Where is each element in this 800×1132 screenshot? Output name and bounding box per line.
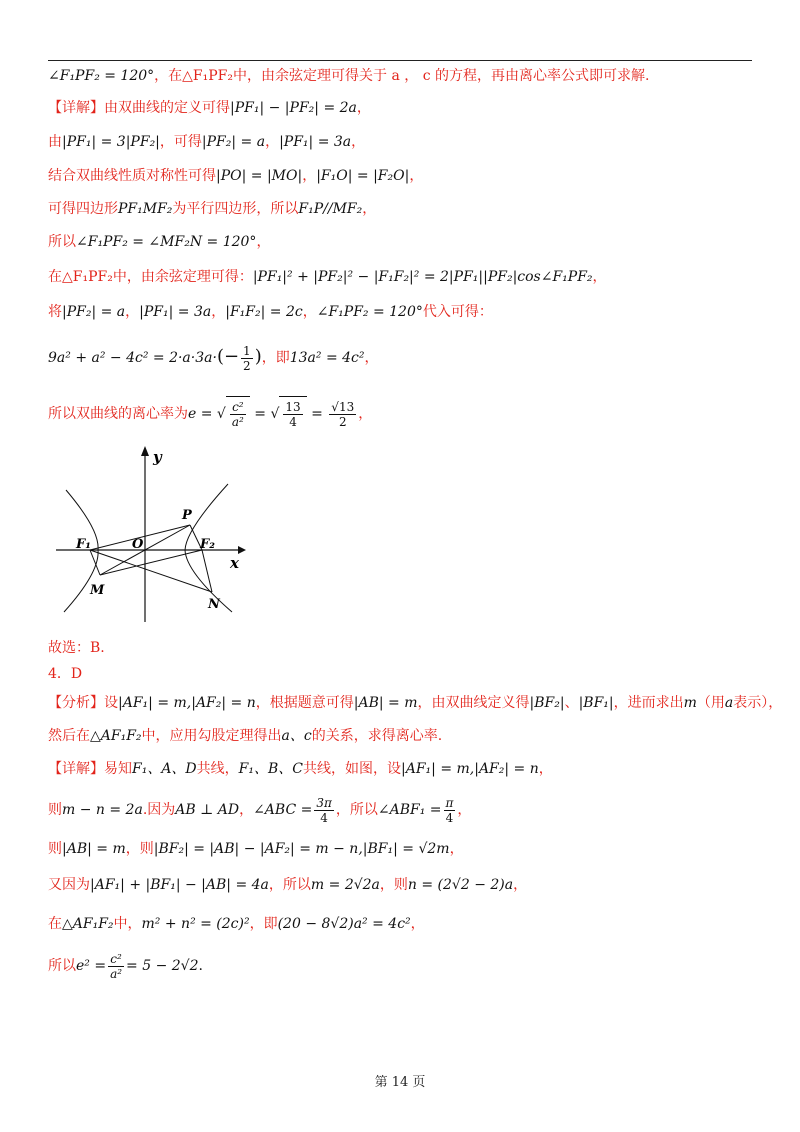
- numerator: √13: [331, 399, 355, 414]
- math: |PF₂| = a: [201, 134, 266, 150]
- math: = 5 − 2√2: [126, 958, 199, 974]
- sqrt-body: [279, 396, 306, 431]
- hyperbola-figure: [52, 440, 252, 630]
- numerator: π: [445, 795, 454, 810]
- text: ，: [265, 134, 280, 150]
- numerator: c²: [108, 952, 124, 967]
- text: 中，: [113, 916, 142, 932]
- text: ，即: [249, 916, 278, 932]
- text: 在: [48, 916, 62, 932]
- numerator: 13: [285, 399, 301, 414]
- text: ，: [211, 304, 226, 320]
- denominator: 4: [320, 810, 328, 825]
- answer-line: 故选：B.: [48, 640, 105, 656]
- text: 然后在: [48, 728, 90, 744]
- text: .因为: [142, 802, 176, 818]
- text: 所以双曲线的离心率为: [48, 406, 188, 422]
- math-paren: ): [254, 346, 262, 367]
- denominator: 2: [338, 414, 347, 429]
- text: ，: [351, 134, 366, 150]
- text: ，进而求出: [613, 695, 684, 711]
- math: PF₁MF₂: [118, 201, 173, 217]
- math: F₁、B、C: [238, 761, 303, 777]
- text-line-17: [48, 839, 464, 859]
- math: |PO| = |MO|: [216, 168, 303, 184]
- section-label-analysis: 【分析】: [48, 695, 104, 711]
- text-line-20: [48, 948, 203, 984]
- text: 又因为: [48, 877, 90, 893]
- math: |F₁F₂| = 2c: [225, 304, 303, 320]
- math: m = 2√2a: [310, 877, 380, 893]
- math: (20 − 8√2)a² = 4c²: [277, 916, 411, 932]
- text: ，: [592, 269, 607, 285]
- point-M-label: M: [90, 583, 105, 598]
- sqrt-sign: √: [216, 406, 226, 422]
- math: |PF₁| = 3|PF₂|: [62, 134, 160, 150]
- header-rule: [48, 60, 752, 61]
- math-angle: ∠F₁PF₂ = 120°: [48, 68, 155, 84]
- math: F₁、A、D: [132, 761, 197, 777]
- math: F₁P//MF₂: [298, 201, 363, 217]
- text: 由: [48, 134, 62, 150]
- text: ，由双曲线定义得: [417, 695, 530, 711]
- text: 将: [48, 304, 62, 320]
- math: ∠ABC =: [253, 802, 313, 818]
- text: 共线，如图，设: [303, 761, 401, 777]
- denominator: a²: [231, 414, 244, 429]
- equals: =: [311, 406, 323, 422]
- text-line-6: [48, 232, 270, 252]
- text: 在△F₁PF₂中，由余弦定理可得：: [48, 269, 253, 285]
- fraction: [108, 952, 124, 981]
- text: ，: [302, 168, 317, 184]
- math: ∠F₁PF₂ = 120°: [316, 304, 423, 320]
- text: 结合双曲线性质对称性可得: [48, 168, 216, 184]
- point-P-label: P: [182, 508, 192, 523]
- math: |BF₂| = |AB| − |AF₂| = m − n,|BF₁| = √2m: [153, 841, 450, 857]
- math: |PF₁| − |PF₂| = 2a: [230, 100, 357, 116]
- math: ∠F₁PF₂ = ∠MF₂N = 120°: [76, 234, 257, 250]
- text: 、: [564, 695, 579, 711]
- math: e² =: [76, 958, 107, 974]
- text: 的关系，求得离心率.: [311, 728, 443, 744]
- text: ，: [513, 877, 528, 893]
- point-F2-label: F₂: [200, 537, 215, 552]
- math: n = (2√2 − 2)a: [407, 877, 514, 893]
- text-line-13: [48, 693, 782, 713]
- text-line-5: [48, 199, 376, 219]
- fraction: [283, 400, 302, 429]
- text-line-1: [48, 66, 649, 86]
- math: AB ⊥ AD: [175, 802, 240, 818]
- numerator: c²: [230, 400, 246, 415]
- text-line-15: [48, 759, 553, 779]
- text: ，: [256, 234, 271, 250]
- y-axis-arrow: [141, 446, 149, 456]
- text: ，: [449, 841, 464, 857]
- text: 则: [48, 802, 62, 818]
- math: 9a² + a² − 4c² = 2·a·3a·: [48, 350, 217, 366]
- fraction: [444, 796, 456, 825]
- question-number: 4．D: [48, 666, 83, 682]
- text: ，: [302, 304, 317, 320]
- fraction: [329, 400, 356, 429]
- fraction: [230, 400, 246, 429]
- text: ，: [362, 201, 377, 217]
- denominator: 4: [445, 810, 454, 825]
- math: |AF₁| = m,|AF₂| = n: [118, 695, 256, 711]
- point-N-label: N: [208, 597, 220, 612]
- text-line-18: [48, 875, 527, 895]
- origin-label: O: [132, 537, 144, 552]
- text: 所以: [48, 234, 76, 250]
- math: m: [683, 695, 697, 711]
- text: ，: [409, 168, 424, 184]
- math: a: [724, 695, 734, 711]
- math: |PF₂| = a: [62, 304, 126, 320]
- text: ，: [125, 304, 140, 320]
- math: △AF₁F₂: [90, 728, 142, 744]
- math: |AB| = m: [353, 695, 418, 711]
- math-paren: (−: [216, 346, 240, 367]
- text: 为平行四边形，所以: [172, 201, 299, 217]
- math: |AF₁| + |BF₁| − |AB| = 4a: [90, 877, 269, 893]
- x-label: x: [230, 554, 239, 572]
- denominator: 4: [289, 414, 297, 429]
- text-line-9: [48, 342, 378, 373]
- text: 中，应用勾股定理得出: [141, 728, 282, 744]
- math: |AF₁| = m,|AF₂| = n: [401, 761, 539, 777]
- text: ，则: [125, 841, 154, 857]
- text: ，所以: [268, 877, 311, 893]
- math: |PF₁| = 3a: [279, 134, 352, 150]
- text: ，: [239, 802, 254, 818]
- text-line-4: [48, 166, 423, 186]
- text: 代入可得：: [422, 304, 493, 320]
- text-line-7: [48, 267, 607, 287]
- text: 可得四边形: [48, 201, 118, 217]
- text: 所以: [48, 958, 76, 974]
- math: a、c: [281, 728, 312, 744]
- math: e =: [188, 406, 213, 422]
- text: 设: [104, 695, 118, 711]
- text: ，: [538, 761, 553, 777]
- math: |F₁O| = |F₂O|: [316, 168, 410, 184]
- text: （用: [696, 695, 725, 711]
- denominator: a²: [110, 966, 123, 981]
- text-line-3: [48, 132, 365, 152]
- text-line-19: [48, 914, 425, 934]
- text: ，可得: [159, 134, 202, 150]
- section-label-detail: 【详解】: [48, 100, 104, 116]
- text: ，: [410, 916, 425, 932]
- text: 表示），: [733, 695, 783, 711]
- text: 则: [48, 841, 62, 857]
- math: ∠ABF₁ =: [377, 802, 442, 818]
- math: |AB| = m: [62, 841, 126, 857]
- math: |BF₂|: [529, 695, 565, 711]
- fraction: [314, 796, 334, 825]
- text: 由双曲线的定义可得: [104, 100, 230, 116]
- text: ，: [358, 406, 373, 422]
- text: ，所以: [335, 802, 378, 818]
- text: ，: [356, 100, 371, 116]
- text-line-14: [48, 726, 442, 746]
- text: ，在△F₁PF₂中，由余弦定理可得关于 a ， c 的方程，再由离心率公式即可求解.: [154, 68, 650, 84]
- denominator: 2: [243, 358, 251, 373]
- text: ，: [457, 802, 472, 818]
- text-line-16: [48, 792, 471, 828]
- numerator: 3π: [316, 795, 332, 810]
- equals: =: [254, 406, 266, 422]
- math: m − n = 2a: [62, 802, 143, 818]
- text-line-2: [48, 98, 371, 118]
- sqrt-body: [226, 396, 250, 431]
- math: |PF₁|² + |PF₂|² − |F₁F₂|² = 2|PF₁||PF₂|cos∠F₁PF₂: [252, 269, 593, 285]
- text: 共线，: [196, 761, 239, 777]
- math: |PF₁| = 3a: [139, 304, 212, 320]
- x-axis-arrow: [238, 546, 246, 554]
- point-F1-label: F₁: [76, 537, 91, 552]
- math: △AF₁F₂: [62, 916, 114, 932]
- numerator: 1: [243, 343, 251, 358]
- math: m² + n² = (2c)²: [141, 916, 250, 932]
- text: .: [198, 958, 203, 974]
- text-line-8: [48, 302, 493, 322]
- text: ，即: [261, 350, 290, 366]
- section-label-detail: 【详解】: [48, 761, 104, 777]
- y-label: y: [153, 448, 162, 466]
- math: 13a² = 4c²: [289, 350, 365, 366]
- text: 易知: [104, 761, 132, 777]
- fraction: [241, 344, 253, 373]
- segment-F2N: [202, 550, 212, 592]
- text-line-10: [48, 396, 372, 431]
- sqrt-sign: √: [270, 406, 280, 422]
- text: ，根据题意可得: [255, 695, 354, 711]
- text: ，则: [379, 877, 408, 893]
- math: |BF₁|: [578, 695, 614, 711]
- text: ，: [364, 350, 379, 366]
- page-footer: 第 14 页: [374, 1075, 426, 1090]
